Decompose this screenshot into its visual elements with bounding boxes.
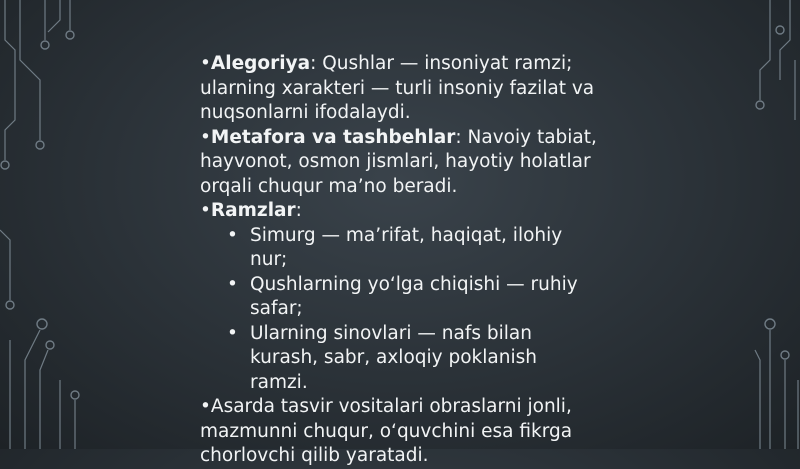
term-allegory: Alegoriya <box>210 53 311 74</box>
list-item-text: Simurg — ma’rifat, haqiqat, ilohiy nur; <box>250 224 563 270</box>
text-symbols: : <box>295 200 302 221</box>
list-item <box>200 224 580 273</box>
bullet: • <box>200 126 211 148</box>
text-conclusion: Asarda tasvir vositalari obraslarni jonli, mazmunni chuqur, o‘quvchini esa fikrga chorlovchi qilib yaratadi. <box>200 396 573 466</box>
term-symbols: Ramzlar <box>210 200 296 221</box>
term-metaphor: Metafora va tashbehlar <box>210 126 456 148</box>
text-allegory: : Qushlar — insoniyat ramzi; ularning xarakteri — turli insoniy fazilat va nuqsonlarni ifodalaydi. <box>200 53 595 123</box>
bullet: • <box>200 53 211 74</box>
sub-bullet: • <box>227 322 238 344</box>
text-metaphor: : Navoiy tabiat, hayvonot, osmon jismlari, hayotiy holatlar orqali chuqur ma’no beradi. <box>200 126 597 197</box>
paragraph-symbols <box>200 199 600 224</box>
paragraph-metaphor <box>200 126 600 200</box>
list-item-text: Qushlarning yo‘lga chiqishi — ruhiy safar; <box>250 273 578 319</box>
paragraph-allegory <box>200 52 600 126</box>
bullet: • <box>200 200 211 221</box>
sub-bullet: • <box>227 224 238 246</box>
slide-content <box>200 52 600 469</box>
bullet: • <box>200 396 211 417</box>
paragraph-conclusion <box>200 395 600 469</box>
symbols-list <box>200 224 600 396</box>
sub-bullet: • <box>227 273 238 295</box>
list-item <box>200 322 580 396</box>
list-item-text: Ularning sinovlari — nafs bilan kurash, sabr, axloqiy poklanish ramzi. <box>250 322 537 393</box>
list-item <box>200 273 580 322</box>
